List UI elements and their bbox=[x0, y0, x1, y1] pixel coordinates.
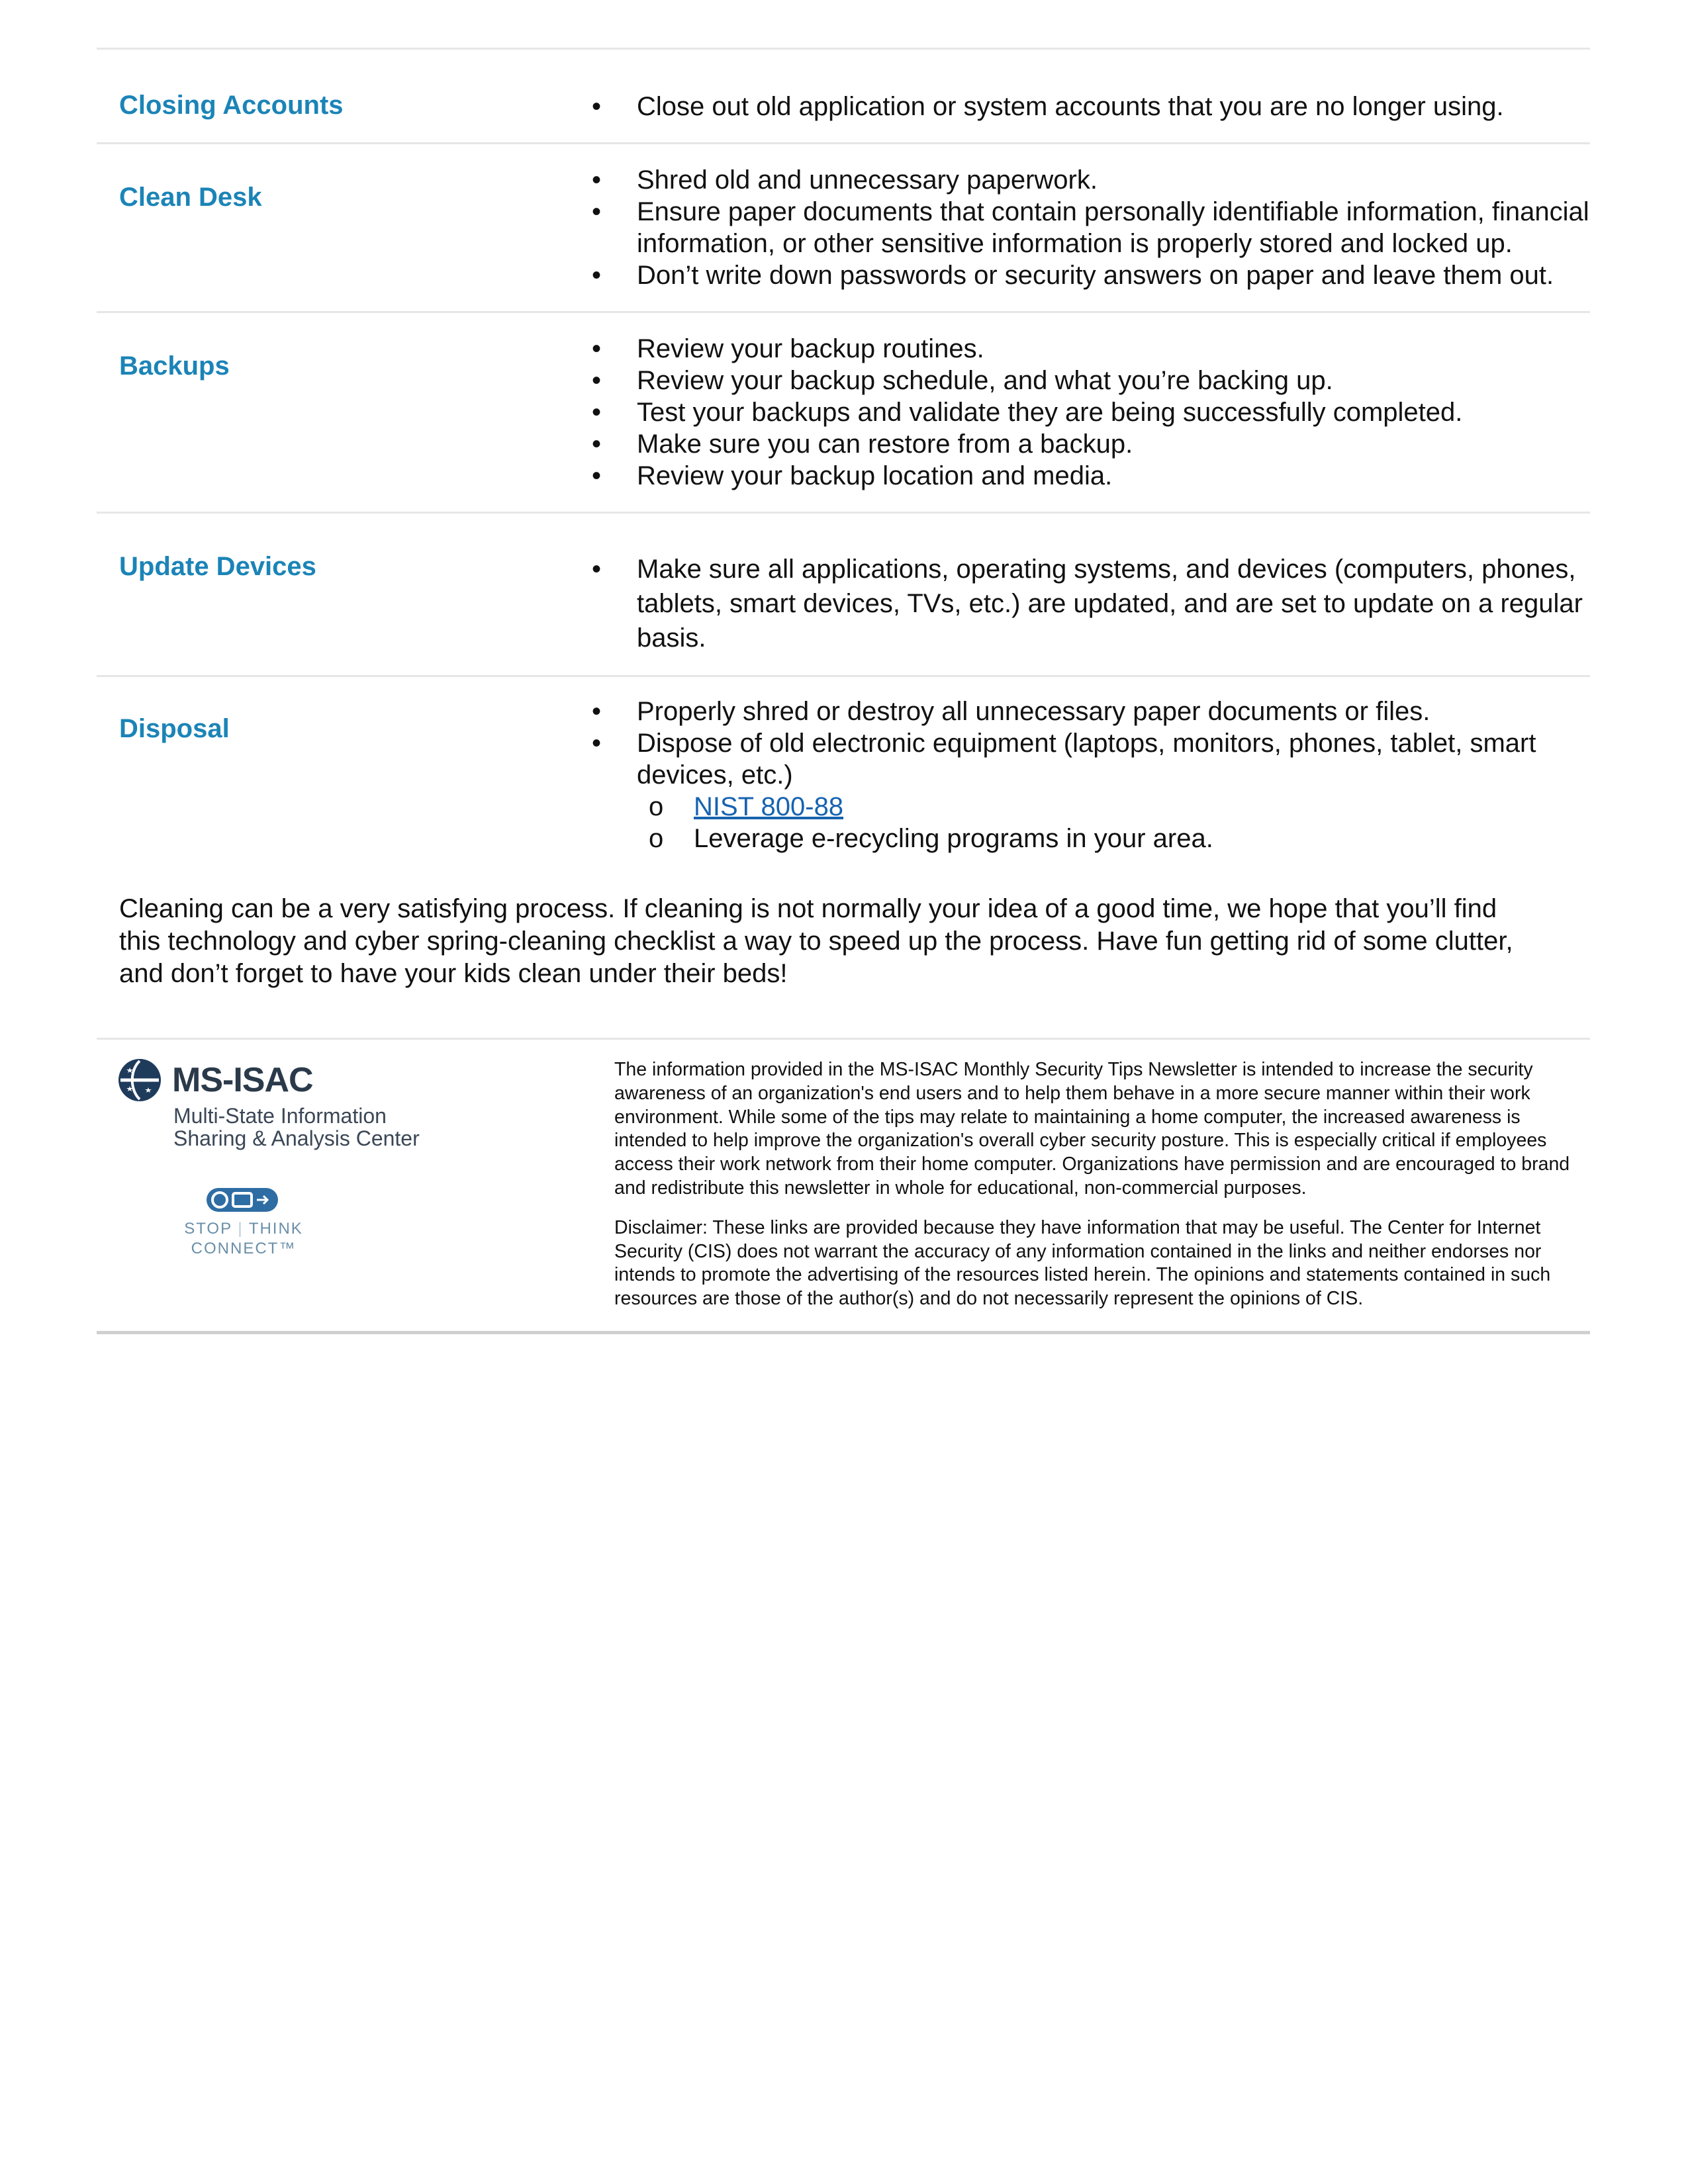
list-item: • Dispose of old electronic equipment (laptops, monitors, phones, tablet, smart devices, etc.) bbox=[592, 727, 1590, 791]
row-body bbox=[592, 552, 1590, 655]
list-item: • Review your backup location and media. bbox=[592, 460, 1590, 492]
page bbox=[97, 48, 1590, 1334]
stc-connect: CONNECT™ bbox=[191, 1240, 297, 1257]
disclaimer-paragraph: Disclaimer: These links are provided because they have information that may be useful. The Center for Internet Security (CIS) does not warrant the accuracy of any information contained in the links and neither endorses nor intends to promote the advertising of the resources listed herein. The opinions and statements contained in such resources are those of the author(s) and do not necessarily represent the opinions of CIS. bbox=[614, 1216, 1551, 1310]
row-backups bbox=[97, 313, 1590, 514]
row-heading: Disposal bbox=[119, 714, 230, 743]
row-heading: Backups bbox=[119, 351, 230, 381]
sub-list-item: o Leverage e-recycling programs in your area. bbox=[592, 823, 1590, 854]
list-item: • Shred old and unnecessary paperwork. bbox=[592, 164, 1590, 196]
stop-think-connect-logo bbox=[171, 1184, 316, 1259]
stc-stop: STOP bbox=[184, 1220, 232, 1238]
logo-subtitle-line-2: Sharing & Analysis Center bbox=[173, 1126, 420, 1150]
logo-subtitle-line-1: Multi-State Information bbox=[173, 1104, 387, 1128]
nist-800-88-link[interactable]: NIST 800-88 bbox=[694, 792, 844, 821]
row-body bbox=[592, 91, 1590, 122]
row-disposal bbox=[97, 677, 1590, 854]
list-item: • Review your backup routines. bbox=[592, 333, 1590, 365]
row-update-devices bbox=[97, 514, 1590, 677]
stop-think-connect-icon bbox=[204, 1184, 283, 1216]
logo-name: MS-ISAC bbox=[172, 1061, 313, 1099]
list-item: • Make sure you can restore from a backup. bbox=[592, 428, 1590, 460]
ms-isac-emblem-icon bbox=[118, 1058, 162, 1102]
row-body bbox=[592, 333, 1590, 492]
list-item: • Properly shred or destroy all unnecessary paper documents or files. bbox=[592, 696, 1590, 727]
row-heading: Clean Desk bbox=[119, 183, 262, 212]
closing-paragraph: Cleaning can be a very satisfying process. If cleaning is not normally your idea of a good time, we hope that you’ll find this technology and cyber spring-cleaning checklist a way to speed up the process. Have fun getting rid of some clutter, and don’t forget to have your kids clean under their beds! bbox=[119, 894, 1513, 988]
list-item: • Ensure paper documents that contain personally identifiable information, financial information, or other sensitive information is properly stored and locked up. bbox=[592, 196, 1590, 259]
row-clean-desk bbox=[97, 144, 1590, 313]
list-item: • Review your backup schedule, and what you’re backing up. bbox=[592, 365, 1590, 396]
info-paragraph: The information provided in the MS-ISAC Monthly Security Tips Newsletter is intended to increase the security awareness of an organization's end users and to help them behave in a more secure manner within their work environment. While some of the tips may relate to maintaining a home computer, the increased awareness is intended to help improve the organization's overall cyber security posture. This is especially critical if employees access their work network from their home computer. Organizations have permission and are encouraged to brand and redistribute this newsletter in whole for educational, non-commercial purposes. bbox=[614, 1059, 1570, 1199]
stc-words: STOP | THINK bbox=[184, 1220, 303, 1238]
list-item: • Make sure all applications, operating systems, and devices (computers, phones, tablets, smart devices, TVs, etc.) are updated, and are set to update on a regular basis. bbox=[592, 552, 1590, 655]
footer bbox=[97, 1038, 1590, 1334]
footer-logos bbox=[97, 1058, 614, 1311]
list-item: • Close out old application or system accounts that you are no longer using. bbox=[592, 91, 1590, 122]
list-item: • Test your backups and validate they are being successfully completed. bbox=[592, 396, 1590, 428]
row-heading: Closing Accounts bbox=[119, 91, 344, 120]
row-body bbox=[592, 164, 1590, 291]
row-closing-accounts bbox=[97, 50, 1590, 144]
footer-text bbox=[614, 1058, 1590, 1311]
row-body bbox=[592, 696, 1590, 854]
sub-list-item bbox=[592, 791, 1590, 823]
list-item: • Don’t write down passwords or security answers on paper and leave them out. bbox=[592, 259, 1590, 291]
stc-think: THINK bbox=[248, 1220, 303, 1238]
ms-isac-logo bbox=[118, 1058, 614, 1102]
row-heading: Update Devices bbox=[119, 552, 316, 581]
